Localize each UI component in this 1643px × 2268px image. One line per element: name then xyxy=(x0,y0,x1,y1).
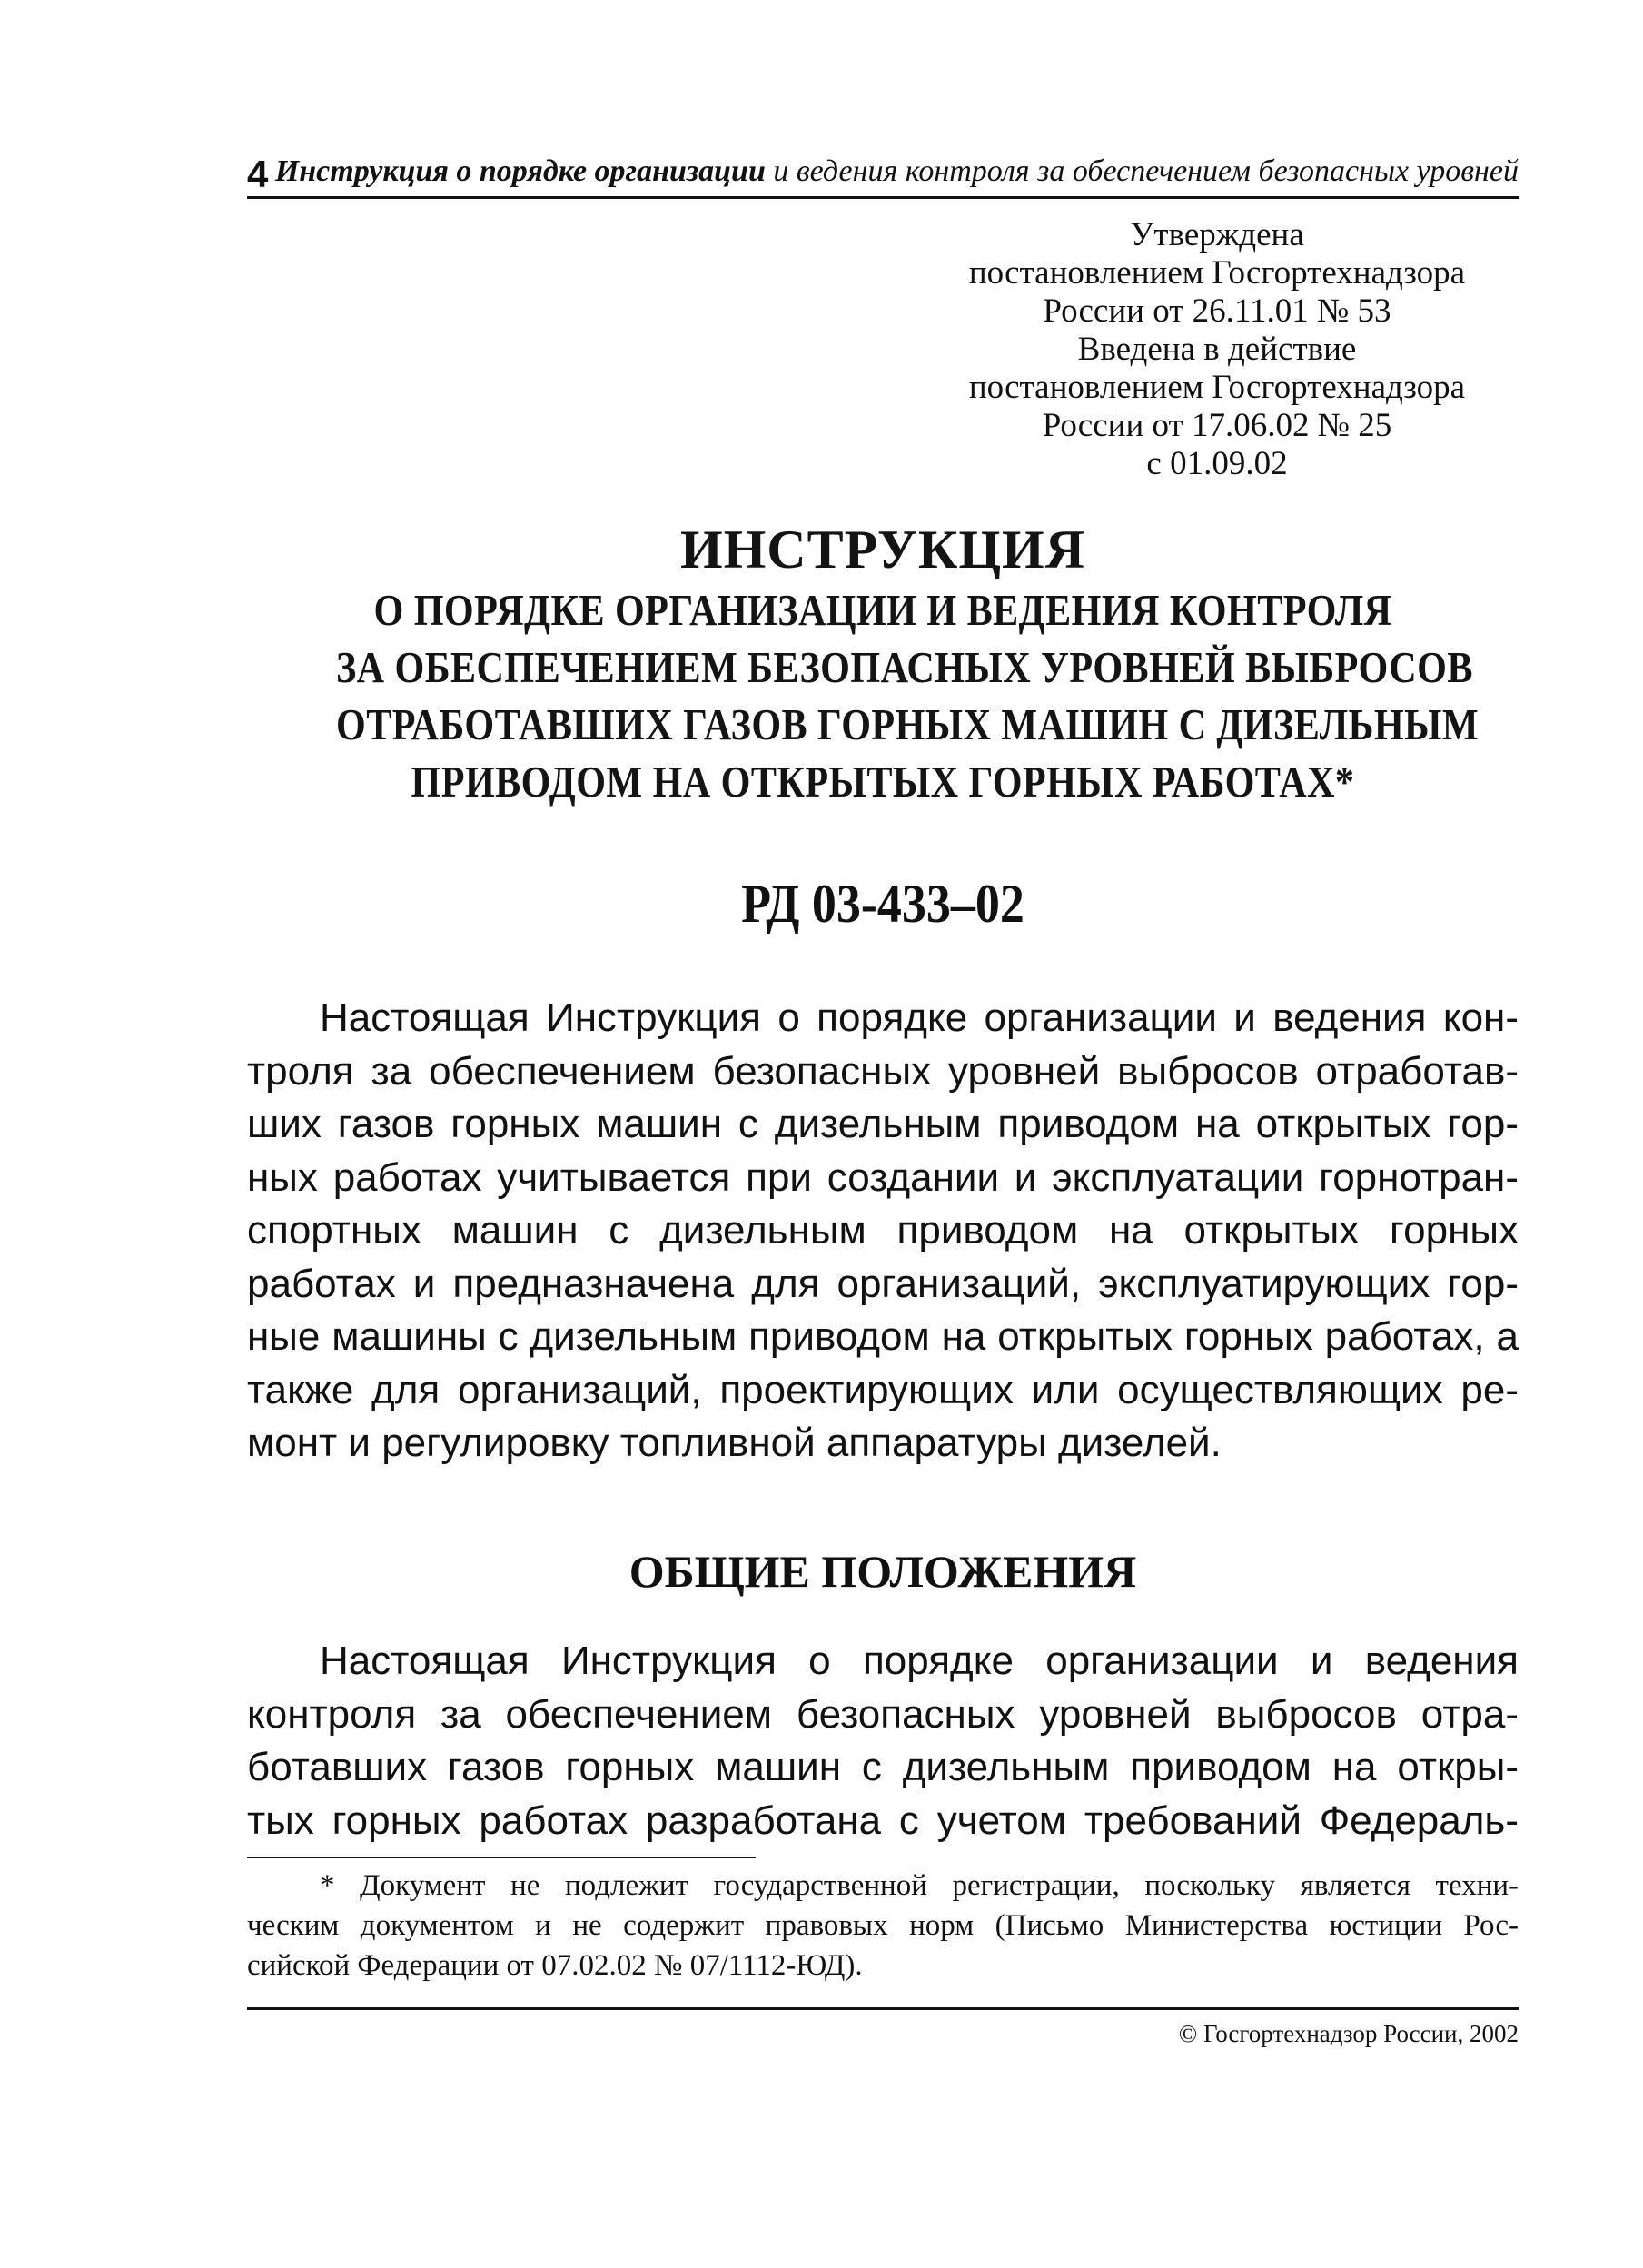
paragraph-line: также для организаций, проектирующих или осуществляющих ре- xyxy=(247,1367,1519,1412)
paragraph-line: ших газов горных машин с дизельным приводом на открытых гор- xyxy=(247,1102,1519,1146)
title-line: ПРИВОДОМ НА ОТКРЫТЫХ ГОРНЫХ РАБОТАХ* xyxy=(411,757,1355,807)
page-number: 4 xyxy=(247,153,269,195)
paragraph-line: спортных машин с дизельным приводом на открытых горных xyxy=(247,1208,1519,1253)
footer-rule xyxy=(247,2007,1519,2010)
footnote-line: ческим документом и не содержит правовых норм (Письмо Министерства юстиции Рос- xyxy=(247,1909,1519,1942)
title-line: О ПОРЯДКЕ ОРГАНИЗАЦИИ И ВЕДЕНИЯ КОНТРОЛЯ xyxy=(373,585,1392,635)
paragraph-line: тых горных работах разработана с учетом требований Федераль- xyxy=(247,1798,1519,1843)
title-main: ИНСТРУКЦИЯ xyxy=(679,520,1086,579)
approval-line: России от 26.11.01 № 53 xyxy=(1043,292,1391,330)
paragraph-line: Настоящая Инструкция о порядке организации и ведения xyxy=(320,1639,1519,1683)
approval-block xyxy=(917,216,1517,483)
running-header xyxy=(247,145,1519,200)
paragraph-line: Настоящая Инструкция о порядке организации и ведения кон- xyxy=(320,995,1519,1040)
title-line: ЗА ОБЕСПЕЧЕНИЕМ БЕЗОПАСНЫХ УРОВНЕЙ ВЫБРОСОВ xyxy=(336,642,1473,692)
running-title xyxy=(275,154,1519,189)
footnote-line: сийской Федерации от 07.02.02 № 07/1112-ЮД). xyxy=(247,1949,863,1982)
document-title xyxy=(247,518,1519,810)
intro-paragraph xyxy=(247,992,1519,1471)
approval-line: Введена в действие xyxy=(1077,331,1357,368)
approval-line: России от 17.06.02 № 25 xyxy=(1042,407,1392,444)
paragraph-line: ных работах учитывается при создании и эксплуатации горнотран- xyxy=(247,1154,1519,1200)
footnote xyxy=(247,1866,1519,1986)
approval-line: постановлением Госгортехнадзора xyxy=(968,254,1466,292)
paragraph-line: монт и регулировку топливной аппаратуры дизелей. xyxy=(247,1421,1222,1465)
header-rule xyxy=(247,196,1519,199)
paragraph-line: троля за обеспечением безопасных уровней выбросов отработав- xyxy=(247,1048,1519,1094)
approval-line: Утверждена xyxy=(1130,216,1304,253)
paragraph-line: контроля за обеспечением безопасных уровней выбросов отра- xyxy=(247,1691,1519,1737)
running-title-rest: и ведения контроля за обеспечением безопасных уровней xyxy=(765,154,1519,188)
running-title-bold: Инструкция о порядке организации xyxy=(274,154,766,188)
footnote-rule xyxy=(247,1857,756,1858)
footnote-line: * Документ не подлежит государственной регистрации, поскольку является техни- xyxy=(320,1869,1519,1902)
approval-line: постановлением Госгортехнадзора xyxy=(968,369,1466,406)
copyright: © Госгортехнадзор России, 2002 xyxy=(1178,2020,1519,2047)
paragraph-line: работах и предназначена для организаций, эксплуатирующих гор- xyxy=(247,1261,1519,1306)
paragraph-line: ботавших газов горных машин с дизельным приводом на откры- xyxy=(247,1745,1519,1789)
document-code: РД 03-433–02 xyxy=(741,874,1024,934)
paragraph-line: ные машины с дизельным приводом на открытых горных работах, а xyxy=(247,1314,1519,1359)
approval-line: с 01.09.02 xyxy=(1146,445,1288,482)
section-heading: ОБЩИЕ ПОЛОЖЕНИЯ xyxy=(628,1546,1137,1597)
general-paragraph xyxy=(247,1635,1519,1847)
title-line: ОТРАБОТАВШИХ ГАЗОВ ГОРНЫХ МАШИН С ДИЗЕЛЬНЫМ xyxy=(336,699,1480,749)
